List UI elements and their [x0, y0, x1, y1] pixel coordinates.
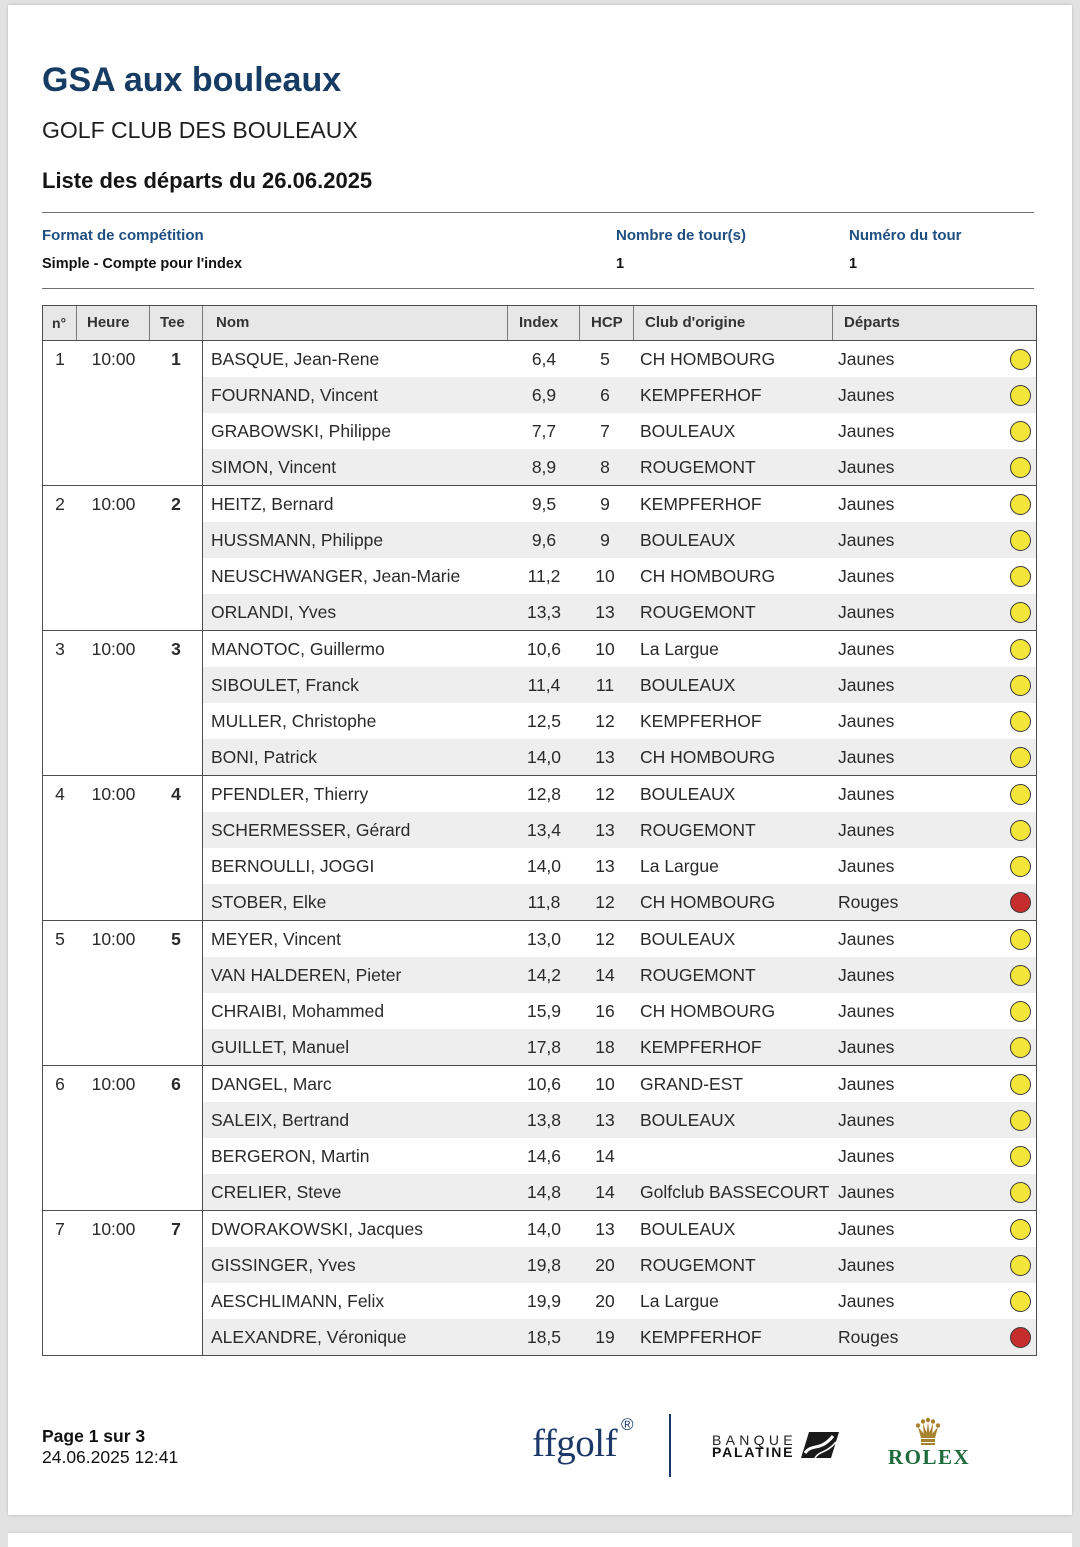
- player-start: [833, 631, 1036, 667]
- group-number: 7: [55, 1219, 65, 1239]
- player-club: La Largue: [640, 856, 719, 876]
- group-number: 2: [55, 494, 65, 514]
- player-name: HEITZ, Bernard: [211, 494, 334, 514]
- player-row: [203, 703, 1036, 739]
- player-club: BOULEAUX: [640, 675, 736, 695]
- header-tee: Tee: [150, 306, 203, 340]
- player-hcp: 16: [595, 1001, 615, 1021]
- start-marker-icon: [1010, 711, 1031, 732]
- player-row: [203, 993, 1036, 1029]
- player-club: KEMPFERHOF: [640, 1327, 762, 1347]
- start-tee-label: Jaunes: [838, 1001, 895, 1021]
- start-marker-icon: [1010, 856, 1031, 877]
- player-start: [833, 341, 1036, 377]
- start-tee-label: Jaunes: [838, 494, 895, 514]
- rounds-label: Nombre de tour(s): [616, 227, 747, 244]
- start-marker-icon: [1010, 1037, 1031, 1058]
- tee-group: [43, 776, 1036, 921]
- player-index: 14,0: [526, 856, 562, 876]
- page-2-edge: [8, 1532, 1072, 1547]
- player-row: [203, 921, 1036, 957]
- rolex-crown-icon: [915, 1417, 941, 1446]
- player-hcp: 20: [595, 1255, 615, 1275]
- player-start: [833, 921, 1036, 957]
- player-start: [833, 812, 1036, 848]
- player-row: [203, 377, 1036, 413]
- table-body: [43, 341, 1036, 1355]
- player-hcp: 7: [600, 421, 610, 441]
- player-index: 14,6: [526, 1146, 562, 1166]
- player-start: [833, 522, 1036, 558]
- start-tee-label: Jaunes: [838, 1074, 895, 1094]
- player-index: 13,4: [526, 820, 562, 840]
- start-tee-label: Jaunes: [838, 1037, 895, 1057]
- player-hcp: 6: [600, 385, 610, 405]
- header-hcp: HCP: [580, 306, 634, 340]
- start-tee-label: Jaunes: [838, 820, 895, 840]
- start-marker-icon: [1010, 1327, 1031, 1348]
- start-time: 10:00: [91, 349, 136, 369]
- player-name: GUILLET, Manuel: [211, 1037, 350, 1057]
- player-index: 12,8: [526, 784, 562, 804]
- player-name: FOURNAND, Vincent: [211, 385, 378, 405]
- player-club: ROUGEMONT: [640, 1255, 756, 1275]
- player-hcp: 12: [595, 892, 615, 912]
- player-club: KEMPFERHOF: [640, 385, 762, 405]
- player-club: CH HOMBOURG: [640, 349, 776, 369]
- player-row: [203, 1247, 1036, 1283]
- registered-mark-icon: ®: [621, 1415, 634, 1434]
- start-marker-icon: [1010, 1110, 1031, 1131]
- player-name: SIMON, Vincent: [211, 457, 337, 477]
- player-hcp: 13: [595, 1219, 615, 1239]
- start-marker-icon: [1010, 1074, 1031, 1095]
- group-number: 3: [55, 639, 65, 659]
- player-index: 11,4: [527, 675, 561, 695]
- print-timestamp: 24.06.2025 12:41: [42, 1447, 179, 1467]
- tee-group: [43, 486, 1036, 631]
- player-hcp: 5: [600, 349, 610, 369]
- player-start: [833, 993, 1036, 1029]
- player-club: ROUGEMONT: [640, 602, 756, 622]
- player-index: 8,9: [531, 457, 557, 477]
- player-index: 13,3: [526, 602, 562, 622]
- player-name: PFENDLER, Thierry: [211, 784, 369, 804]
- player-name: STOBER, Elke: [211, 892, 327, 912]
- player-club: BOULEAUX: [640, 530, 736, 550]
- player-row: [203, 558, 1036, 594]
- tee-number: 3: [150, 631, 203, 775]
- player-start: [833, 1319, 1036, 1355]
- format-label: Format de compétition: [42, 227, 204, 244]
- start-time: 10:00: [91, 929, 136, 949]
- player-hcp: 14: [595, 1182, 615, 1202]
- player-index: 14,0: [526, 1219, 562, 1239]
- player-club: BOULEAUX: [640, 1110, 736, 1130]
- divider-bottom: [42, 288, 1034, 289]
- player-start: [833, 739, 1036, 775]
- tee-group: [43, 1066, 1036, 1211]
- tee-number: 4: [150, 776, 203, 920]
- start-tee-label: Jaunes: [838, 457, 895, 477]
- start-tee-label: Jaunes: [838, 421, 895, 441]
- player-index: 7,7: [531, 421, 557, 441]
- start-marker-icon: [1010, 892, 1031, 913]
- player-hcp: 13: [595, 747, 615, 767]
- rounds-value: 1: [616, 256, 625, 272]
- tee-group: [43, 1211, 1036, 1355]
- start-marker-icon: [1010, 1001, 1031, 1022]
- palatine-logo-line1: BANQUE: [712, 1432, 797, 1448]
- start-marker-icon: [1010, 1146, 1031, 1167]
- start-tee-label: Jaunes: [838, 530, 895, 550]
- player-hcp: 14: [595, 1146, 615, 1166]
- player-hcp: 12: [595, 929, 615, 949]
- player-index: 15,9: [526, 1001, 562, 1021]
- page-indicator: Page 1 sur 3: [42, 1426, 146, 1446]
- divider-top: [42, 212, 1034, 213]
- player-row: [203, 1319, 1036, 1355]
- player-start: [833, 413, 1036, 449]
- start-marker-icon: [1010, 349, 1031, 370]
- player-hcp: 14: [595, 965, 615, 985]
- player-start: [833, 1138, 1036, 1174]
- player-hcp: 9: [600, 494, 610, 514]
- player-club: CH HOMBOURG: [640, 1001, 776, 1021]
- start-marker-icon: [1010, 566, 1031, 587]
- player-row: [203, 776, 1036, 812]
- table-header: [43, 306, 1036, 341]
- start-marker-icon: [1010, 747, 1031, 768]
- start-tee-label: Jaunes: [838, 349, 895, 369]
- start-marker-icon: [1010, 675, 1031, 696]
- player-start: [833, 957, 1036, 993]
- player-index: 13,0: [526, 929, 562, 949]
- player-hcp: 11: [595, 675, 615, 695]
- start-marker-icon: [1010, 1182, 1031, 1203]
- player-start: [833, 558, 1036, 594]
- player-index: 10,6: [526, 639, 562, 659]
- player-row: [203, 413, 1036, 449]
- start-tee-label: Jaunes: [838, 1255, 895, 1275]
- tee-number: 7: [150, 1211, 203, 1355]
- start-marker-icon: [1010, 1219, 1031, 1240]
- player-index: 18,5: [526, 1327, 562, 1347]
- start-marker-icon: [1010, 965, 1031, 986]
- player-club: GRAND-EST: [640, 1074, 744, 1094]
- player-club: ROUGEMONT: [640, 820, 756, 840]
- player-start: [833, 703, 1036, 739]
- start-tee-label: Jaunes: [838, 675, 895, 695]
- player-row: [203, 1174, 1036, 1210]
- club-name: GOLF CLUB DES BOULEAUX: [42, 117, 358, 143]
- player-index: 6,4: [531, 349, 557, 369]
- player-club: La Largue: [640, 1291, 719, 1311]
- start-marker-icon: [1010, 385, 1031, 406]
- player-name: MANOTOC, Guillermo: [211, 639, 385, 659]
- player-hcp: 10: [595, 1074, 615, 1094]
- player-club: KEMPFERHOF: [640, 711, 762, 731]
- tee-number: 1: [150, 341, 203, 485]
- player-club: BOULEAUX: [640, 1219, 736, 1239]
- player-name: ORLANDI, Yves: [211, 602, 337, 622]
- ffgolf-logo: ffgolf: [532, 1422, 618, 1465]
- player-start: [833, 776, 1036, 812]
- player-index: 17,8: [526, 1037, 562, 1057]
- tee-group: [43, 921, 1036, 1066]
- player-name: ALEXANDRE, Véronique: [211, 1327, 407, 1347]
- round-number-value: 1: [849, 256, 858, 272]
- group-number: 4: [55, 784, 65, 804]
- player-club: KEMPFERHOF: [640, 1037, 762, 1057]
- player-name: AESCHLIMANN, Felix: [211, 1291, 385, 1311]
- player-start: [833, 667, 1036, 703]
- start-tee-label: Jaunes: [838, 784, 895, 804]
- start-tee-label: Jaunes: [838, 856, 895, 876]
- start-tee-label: Jaunes: [838, 929, 895, 949]
- player-start: [833, 1211, 1036, 1247]
- player-club: BOULEAUX: [640, 929, 736, 949]
- player-row: [203, 884, 1036, 920]
- player-club: CH HOMBOURG: [640, 892, 776, 912]
- player-hcp: 13: [595, 856, 615, 876]
- player-hcp: 13: [595, 1110, 615, 1130]
- start-marker-icon: [1010, 494, 1031, 515]
- start-tee-label: Jaunes: [838, 385, 895, 405]
- player-start: [833, 1174, 1036, 1210]
- player-index: 11,2: [527, 566, 561, 586]
- player-index: 9,6: [531, 530, 557, 550]
- player-start: [833, 1066, 1036, 1102]
- player-name: SCHERMESSER, Gérard: [211, 820, 411, 840]
- start-time: 10:00: [91, 1074, 136, 1094]
- player-hcp: 12: [595, 784, 615, 804]
- group-number: 6: [55, 1074, 65, 1094]
- player-row: [203, 1138, 1036, 1174]
- player-row: [203, 1211, 1036, 1247]
- start-tee-label: Rouges: [838, 1327, 899, 1347]
- player-row: [203, 1102, 1036, 1138]
- sponsor-divider: [669, 1414, 671, 1477]
- start-marker-icon: [1010, 784, 1031, 805]
- competition-title: GSA aux bouleaux: [42, 61, 342, 99]
- player-start: [833, 377, 1036, 413]
- player-name: GISSINGER, Yves: [211, 1255, 356, 1275]
- header-start: Départs: [844, 314, 900, 331]
- player-index: 12,5: [526, 711, 562, 731]
- player-start: [833, 848, 1036, 884]
- player-row: [203, 812, 1036, 848]
- player-index: 11,8: [527, 892, 561, 912]
- header-club: Club d'origine: [634, 306, 833, 340]
- start-tee-label: Rouges: [838, 892, 899, 912]
- palatine-sail-icon: [798, 1428, 840, 1462]
- player-club: BOULEAUX: [640, 784, 736, 804]
- start-marker-icon: [1010, 820, 1031, 841]
- player-name: BERNOULLI, JOGGI: [211, 856, 375, 876]
- palatine-logo-line2: PALATINE: [712, 1444, 795, 1460]
- player-club: BOULEAUX: [640, 421, 736, 441]
- player-name: DWORAKOWSKI, Jacques: [211, 1219, 423, 1239]
- start-tee-label: Jaunes: [838, 566, 895, 586]
- tee-group: [43, 631, 1036, 776]
- player-start: [833, 884, 1036, 920]
- player-index: 19,8: [526, 1255, 562, 1275]
- header-number: n°: [43, 306, 77, 340]
- start-list-title: Liste des départs du 26.06.2025: [42, 168, 373, 193]
- start-time: 10:00: [91, 784, 136, 804]
- player-hcp: 8: [600, 457, 610, 477]
- player-hcp: 19: [595, 1327, 615, 1347]
- player-name: BASQUE, Jean-Rene: [211, 349, 380, 369]
- round-number-label: Numéro du tour: [849, 227, 962, 244]
- start-tee-label: Jaunes: [838, 1110, 895, 1130]
- start-tee-label: Jaunes: [838, 1182, 895, 1202]
- player-name: BONI, Patrick: [211, 747, 317, 767]
- rolex-logo: ROLEX: [888, 1445, 971, 1469]
- player-name: NEUSCHWANGER, Jean-Marie: [211, 566, 461, 586]
- player-row: [203, 1066, 1036, 1102]
- tee-number: 2: [150, 486, 203, 630]
- player-start: [833, 594, 1036, 630]
- player-index: 9,5: [531, 494, 557, 514]
- player-hcp: 18: [595, 1037, 615, 1057]
- player-row: [203, 739, 1036, 775]
- tee-number: 5: [150, 921, 203, 1065]
- player-club: La Largue: [640, 639, 719, 659]
- player-hcp: 20: [595, 1291, 615, 1311]
- tee-number: 6: [150, 1066, 203, 1210]
- player-club: ROUGEMONT: [640, 457, 756, 477]
- player-row: [203, 449, 1036, 485]
- player-index: 10,6: [526, 1074, 562, 1094]
- player-club: ROUGEMONT: [640, 965, 756, 985]
- player-hcp: 12: [595, 711, 615, 731]
- player-index: 19,9: [526, 1291, 562, 1311]
- player-hcp: 10: [595, 639, 615, 659]
- start-tee-label: Jaunes: [838, 1146, 895, 1166]
- header-name: Nom: [203, 306, 508, 340]
- player-index: 6,9: [531, 385, 557, 405]
- player-hcp: 13: [595, 602, 615, 622]
- group-number: 5: [55, 929, 65, 949]
- player-start: [833, 1247, 1036, 1283]
- player-index: 14,2: [526, 965, 562, 985]
- player-index: 13,8: [526, 1110, 562, 1130]
- player-start: [833, 1283, 1036, 1319]
- start-marker-icon: [1010, 457, 1031, 478]
- player-row: [203, 1283, 1036, 1319]
- player-club: CH HOMBOURG: [640, 747, 776, 767]
- player-name: DANGEL, Marc: [211, 1074, 332, 1094]
- player-name: GRABOWSKI, Philippe: [211, 421, 391, 441]
- start-tee-label: Jaunes: [838, 965, 895, 985]
- player-row: [203, 667, 1036, 703]
- player-row: [203, 957, 1036, 993]
- player-index: 14,0: [526, 747, 562, 767]
- player-start: [833, 1102, 1036, 1138]
- start-time: 10:00: [91, 494, 136, 514]
- player-start: [833, 449, 1036, 485]
- group-number: 1: [55, 349, 65, 369]
- player-start: [833, 1029, 1036, 1065]
- player-club: KEMPFERHOF: [640, 494, 762, 514]
- start-tee-label: Jaunes: [838, 747, 895, 767]
- player-name: CHRAIBI, Mohammed: [211, 1001, 385, 1021]
- start-tee-label: Jaunes: [838, 1291, 895, 1311]
- player-hcp: 10: [595, 566, 615, 586]
- player-club: Golfclub BASSECOURT: [640, 1182, 830, 1202]
- start-marker-icon: [1010, 421, 1031, 442]
- player-row: [203, 486, 1036, 522]
- player-index: 14,8: [526, 1182, 562, 1202]
- header-time: Heure: [77, 306, 150, 340]
- start-tee-label: Jaunes: [838, 711, 895, 731]
- player-name: VAN HALDEREN, Pieter: [211, 965, 402, 985]
- player-hcp: 13: [595, 820, 615, 840]
- start-marker-icon: [1010, 602, 1031, 623]
- format-value: Simple - Compte pour l'index: [42, 256, 243, 272]
- start-marker-icon: [1010, 1255, 1031, 1276]
- start-marker-icon: [1010, 929, 1031, 950]
- player-start: [833, 486, 1036, 522]
- start-marker-icon: [1010, 1291, 1031, 1312]
- header-index: Index: [508, 306, 580, 340]
- player-name: MULLER, Christophe: [211, 711, 377, 731]
- player-hcp: 9: [600, 530, 610, 550]
- player-name: HUSSMANN, Philippe: [211, 530, 384, 550]
- tee-group: [43, 341, 1036, 486]
- player-row: [203, 631, 1036, 667]
- player-name: MEYER, Vincent: [211, 929, 342, 949]
- player-name: SALEIX, Bertrand: [211, 1110, 350, 1130]
- start-marker-icon: [1010, 530, 1031, 551]
- start-tee-label: Jaunes: [838, 602, 895, 622]
- player-club: [634, 1138, 833, 1174]
- player-row: [203, 848, 1036, 884]
- start-time: 10:00: [91, 639, 136, 659]
- player-name: CRELIER, Steve: [211, 1182, 342, 1202]
- player-row: [203, 1029, 1036, 1065]
- start-list-table: [42, 305, 1037, 1356]
- start-time: 10:00: [91, 1219, 136, 1239]
- player-row: [203, 594, 1036, 630]
- player-name: BERGERON, Martin: [211, 1146, 370, 1166]
- player-club: CH HOMBOURG: [640, 566, 776, 586]
- player-row: [203, 341, 1036, 377]
- player-row: [203, 522, 1036, 558]
- player-name: SIBOULET, Franck: [211, 675, 359, 695]
- start-tee-label: Jaunes: [838, 639, 895, 659]
- start-tee-label: Jaunes: [838, 1219, 895, 1239]
- start-marker-icon: [1010, 639, 1031, 660]
